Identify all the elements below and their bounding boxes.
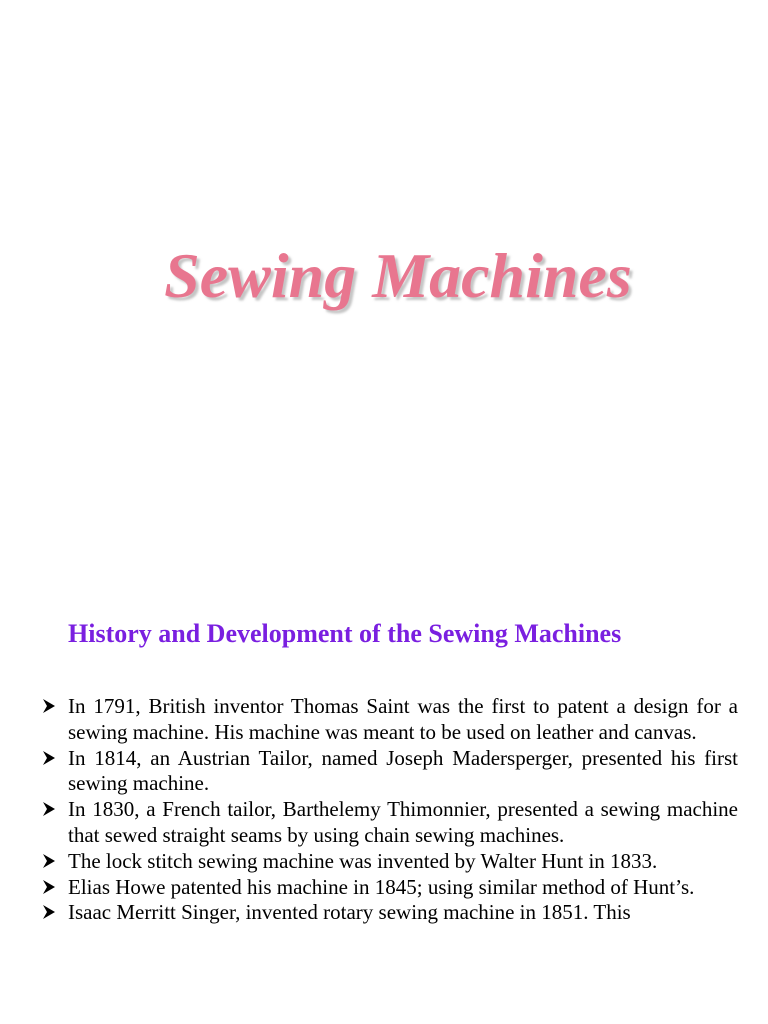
list-item-text: In 1830, a French tailor, Barthelemy Thimonnier, presented a sewing machine that sewed straight seams by using chain sewing machines.: [68, 797, 738, 847]
arrow-bullet-icon: [40, 878, 58, 896]
section-heading: History and Development of the Sewing Machines: [68, 619, 622, 648]
list-item-text: In 1814, an Austrian Tailor, named Joseph Madersperger, presented his first sewing machine.: [68, 745, 738, 796]
list-item-text: Elias Howe patented his machine in 1845; using similar method of Hunt’s.: [68, 874, 695, 899]
list-item: [40, 875, 738, 901]
list-item: [40, 797, 738, 849]
list-item-text: The lock stitch sewing machine was invented by Walter Hunt in 1833.: [68, 848, 658, 873]
list-item-text: In 1791, British inventor Thomas Saint was the first to patent a design for a sewing machine. His machine was meant to be used on leather and canvas.: [68, 694, 738, 744]
arrow-bullet-icon: [40, 697, 58, 715]
list-item-text: Isaac Merritt Singer, invented rotary sewing machine in 1851. This: [68, 900, 631, 925]
arrow-bullet-icon: [40, 800, 58, 818]
list-item: [40, 900, 738, 926]
arrow-bullet-icon: [40, 852, 58, 870]
history-bullet-list: [40, 694, 738, 926]
list-item: [40, 746, 738, 798]
list-item: [40, 694, 738, 746]
document-title: Sewing Machines: [164, 240, 632, 311]
arrow-bullet-icon: [40, 749, 58, 767]
arrow-bullet-icon: [40, 903, 58, 921]
list-item: [40, 849, 738, 875]
